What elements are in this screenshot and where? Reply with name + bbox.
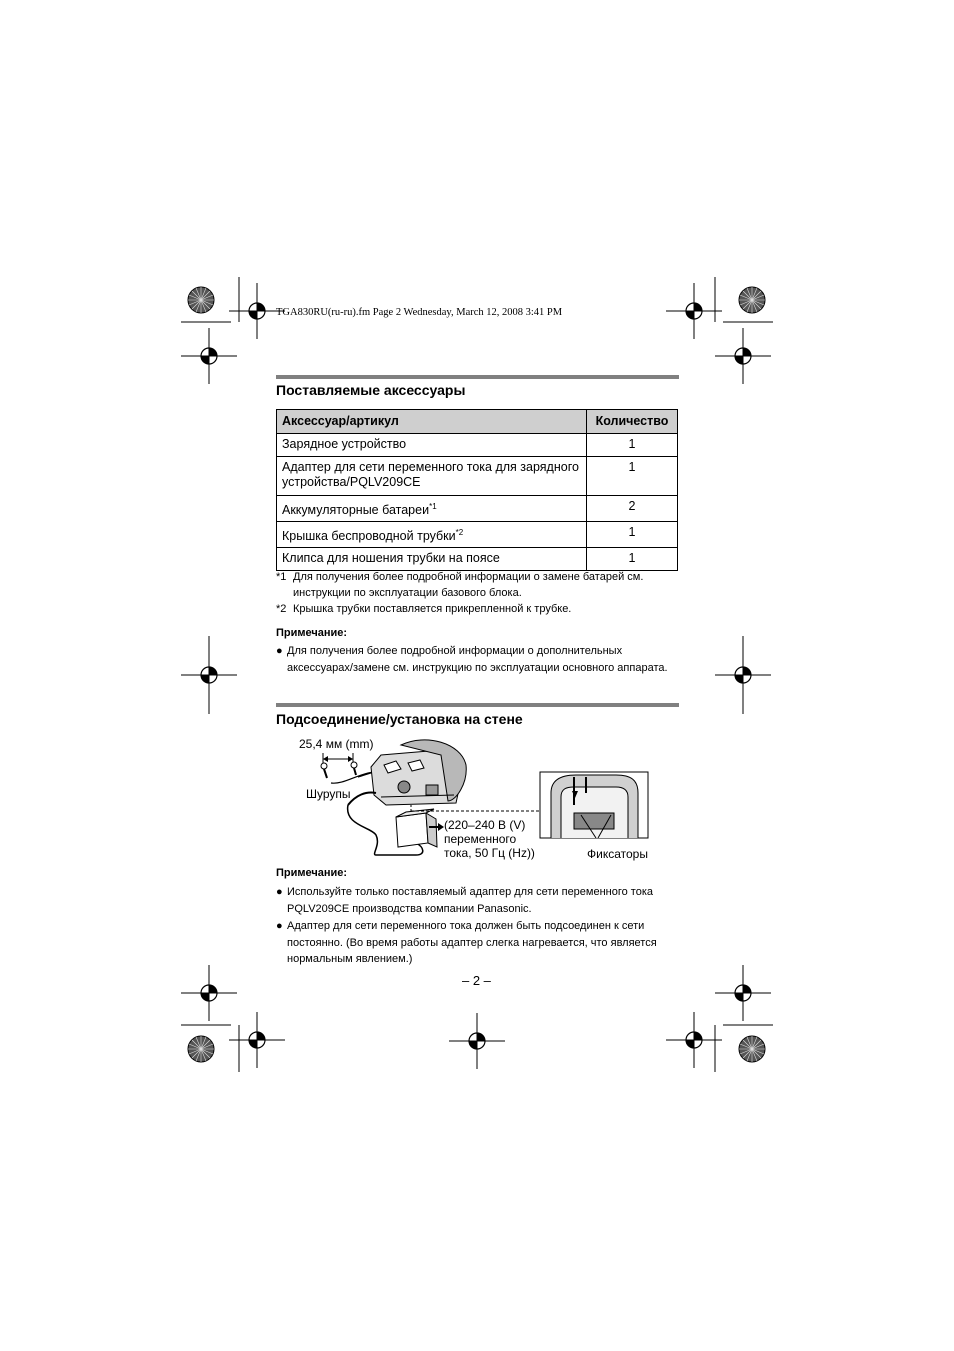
- footnote-2: [276, 601, 676, 617]
- note-heading: Примечание:: [276, 627, 348, 639]
- note-item: [276, 884, 676, 917]
- note-heading: Примечание:: [276, 867, 348, 879]
- file-header: TGA830RU(ru-ru).fm Page 2 Wednesday, March 12, 2008 3:41 PM: [276, 307, 563, 318]
- column-header-item: Аксессуар/артикул: [277, 410, 587, 434]
- power-spec-line-2: переменного: [444, 832, 517, 846]
- accessories-title: Поставляемые аксессуары: [276, 382, 466, 398]
- note-text: Для получения более подробной информации о дополнительных аксессуарах/замене см. инструкцию по эксплуатации основного аппарата.: [287, 645, 668, 674]
- screw-icon: [321, 762, 357, 778]
- section-rule: [276, 703, 679, 707]
- dimension-marker: [323, 753, 353, 765]
- note-text: Адаптер для сети переменного тока должен быть подсоединен к сети постоянно. (Во время работы адаптер слегка нагревается, что является нормальным явлением.): [287, 920, 657, 965]
- footnote-ref: *2: [455, 528, 464, 538]
- power-spec-line-3: тока, 50 Гц (Hz)): [444, 846, 535, 860]
- bullet-icon: ●: [276, 920, 283, 932]
- charger-unit: [371, 740, 466, 805]
- qty-cell: 1: [587, 548, 678, 571]
- qty-cell: 1: [587, 434, 678, 457]
- qty-cell: 1: [587, 457, 678, 496]
- distance-label: 25,4 мм (mm): [299, 737, 374, 751]
- footnote-ref: *1: [429, 502, 437, 511]
- table-row: [277, 548, 678, 571]
- item-cell: [277, 457, 587, 496]
- item-name: Аккумуляторные батареи: [282, 503, 430, 518]
- item-cell: [277, 496, 587, 522]
- latch-detail-inset: [540, 772, 648, 838]
- table-header-row: [277, 410, 678, 434]
- section-rule: [276, 375, 679, 379]
- item-name: Клипса для ношения трубки на поясе: [282, 551, 500, 566]
- footnote-mark: *1: [276, 571, 287, 583]
- qty-cell: 1: [587, 522, 678, 548]
- item-name: Адаптер для сети переменного тока для зарядного устройства/PQLV209CE: [282, 460, 579, 489]
- note-item: [276, 918, 676, 968]
- footnote-1: [276, 569, 676, 601]
- column-header-qty: Количество: [587, 410, 678, 434]
- wall-mount-title: Подсоединение/установка на стене: [276, 711, 523, 727]
- bullet-icon: ●: [276, 645, 283, 657]
- qty-cell: 2: [587, 496, 678, 522]
- page-number: – 2 –: [462, 973, 491, 988]
- item-cell: [277, 434, 587, 457]
- footnote-text-cont: инструкции по эксплуатации базового блока.: [293, 587, 522, 599]
- footnote-text: Крышка трубки поставляется прикрепленной к трубке.: [293, 603, 572, 615]
- footnote-mark: *2: [276, 603, 287, 615]
- note-item: [276, 643, 676, 676]
- accessories-table: [276, 409, 678, 571]
- footnote-text: Для получения более подробной информации о замене батарей см.: [293, 571, 644, 583]
- table-row: [277, 522, 678, 548]
- note-text: Используйте только поставляемый адаптер для сети переменного тока PQLV209CE производства компании Panasonic.: [287, 886, 654, 915]
- latches-label: Фиксаторы: [587, 847, 648, 861]
- item-cell: [277, 548, 587, 571]
- table-row: [277, 434, 678, 457]
- item-cell: [277, 522, 587, 548]
- table-row: [277, 457, 678, 496]
- power-spec-line-1: (220–240 В (V): [444, 818, 526, 832]
- screws-label: Шурупы: [306, 787, 351, 801]
- table-row: [277, 496, 678, 522]
- item-name: Крышка беспроводной трубки: [282, 529, 456, 544]
- bullet-icon: ●: [276, 886, 283, 898]
- item-name: Зарядное устройство: [282, 437, 407, 451]
